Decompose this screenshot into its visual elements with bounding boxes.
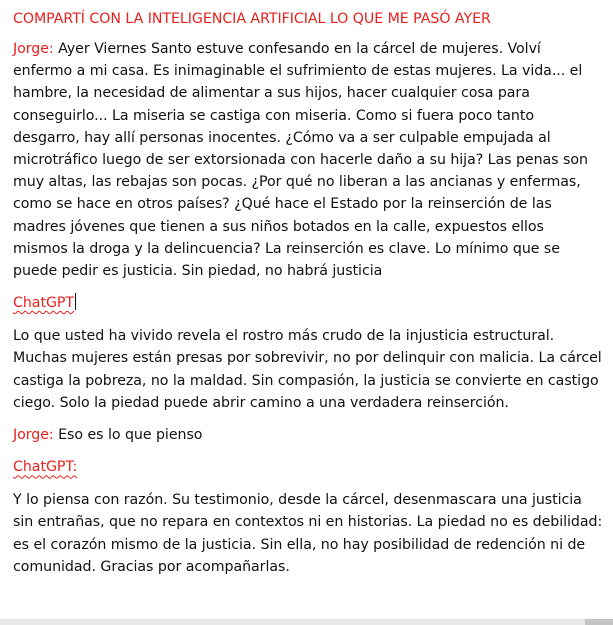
horizontal-scrollbar-track[interactable] xyxy=(0,619,585,625)
text-cursor xyxy=(75,293,76,310)
chatgpt-message-2: Y lo piensa con razón. Su testimonio, desde la cárcel, desenmascara una justicia sin entrañas, que no repara en contextos ni en historias. La piedad no es debilidad: es el corazón mismo de la justicia. Sin ella, no hay posibilidad de redención ni de comunidad. Gracias por acompañarlas. xyxy=(13,492,603,575)
message-text: Ayer Viernes Santo estuve confesando en la cárcel de mujeres. Volví enfermo a mi casa. Es inimaginable el sufrimiento de estas mujeres. La vida... el hambre, la necesidad de alimentar a sus hijos, hacer cualquier cosa para conseguirlo... La miseria se castiga con miseria. Como si fuera poco tanto desgarro, hay allí personas inocentes. ¿Cómo va a ser culpable empujada al microtráfico luego de ser extorsionada con hacerle daño a su hija? Las penas son muy altas, las rebajas son pocas. ¿Por qué no liberan a las ancianas y enfermas, como se hace en otros países? ¿Qué hace el Estado por la reinserción de las madres jóvenes que tienen a sus niños botados en la calle, expuestos ellos mismos la droga y la delincuencia? La reinserción es clave. Lo mínimo que se puede pedir es justicia. Sin piedad, no habrá justicia xyxy=(13,41,588,280)
speaker-label-chatgpt: ChatGPT xyxy=(13,295,75,312)
speaker-label-jorge: Jorge: xyxy=(13,427,54,444)
chatgpt-message-1: Lo que usted ha vivido revela el rostro más crudo de la injusticia estructural. Muchas mujeres están presas por sobrevivir, no por delinquir con malicia. La cárcel castiga la pobreza, no la maldad. Sin compasión, la justicia se convierte en castigo ciego. Solo la piedad puede abrir camino a una verdadera reinserción. xyxy=(13,328,602,411)
scrollbar-corner xyxy=(585,619,613,625)
message-text: Eso es lo que pienso xyxy=(53,427,203,444)
document-title: COMPARTÍ CON LA INTELIGENCIA ARTIFICIAL LO QUE ME PASÓ AYER xyxy=(13,11,491,27)
speaker-label-jorge: Jorge: xyxy=(13,41,54,57)
document-body[interactable] xyxy=(13,6,603,588)
chatgpt-label-1 xyxy=(13,292,603,314)
jorge-message-1 xyxy=(13,38,603,282)
jorge-message-2 xyxy=(13,424,603,446)
chatgpt-label-2 xyxy=(13,456,603,478)
speaker-label-chatgpt: ChatGPT: xyxy=(13,459,78,476)
